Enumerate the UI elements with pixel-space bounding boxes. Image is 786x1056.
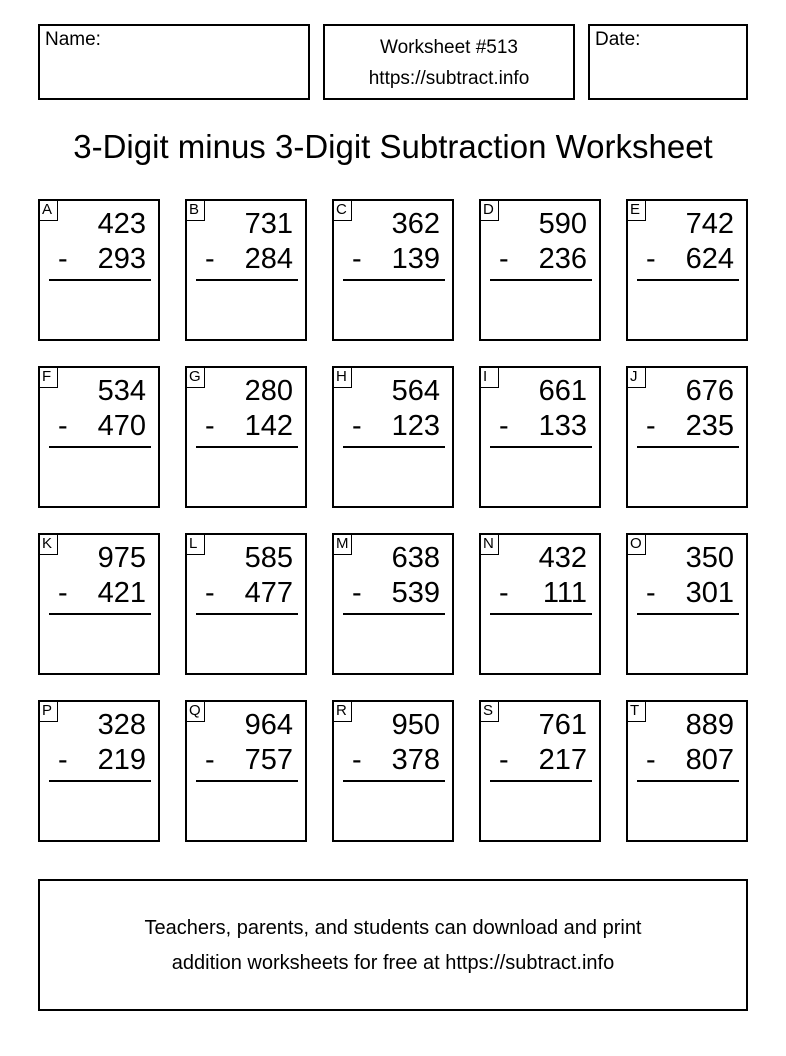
minuend: 590 <box>538 208 587 240</box>
subtrahend: 235 <box>685 410 734 442</box>
date-box <box>588 24 748 100</box>
minuend: 585 <box>244 542 293 574</box>
problem-letter: T <box>626 700 646 722</box>
page-title: 3-Digit minus 3-Digit Subtraction Worksheet <box>73 128 713 165</box>
problem-letter: B <box>185 199 205 221</box>
date-label: Date: <box>595 29 641 50</box>
minuend: 350 <box>685 542 734 574</box>
minuend: 742 <box>685 208 734 240</box>
minus-sign: - <box>499 744 509 776</box>
problem-card <box>185 366 307 508</box>
problem-card <box>38 533 160 675</box>
minus-sign: - <box>646 410 656 442</box>
problem-letter: O <box>626 533 646 555</box>
problem-card <box>185 199 307 341</box>
problem-card <box>38 700 160 842</box>
subtrahend: 284 <box>244 243 293 275</box>
problem-letter: R <box>332 700 352 722</box>
answer-line <box>637 613 739 615</box>
problem-letter: D <box>479 199 499 221</box>
answer-line <box>196 780 298 782</box>
minus-sign: - <box>646 744 656 776</box>
problem-letter: S <box>479 700 499 722</box>
minuend: 432 <box>538 542 587 574</box>
subtrahend: 421 <box>97 577 146 609</box>
problem-letter: L <box>185 533 205 555</box>
problem-letter: A <box>38 199 58 221</box>
minuend: 950 <box>391 709 440 741</box>
minuend: 638 <box>391 542 440 574</box>
problem-card <box>38 366 160 508</box>
problem-letter: J <box>626 366 646 388</box>
subtrahend: 133 <box>538 410 587 442</box>
problem-card <box>185 533 307 675</box>
footer-line-2: addition worksheets for free at https://subtract.info <box>171 952 615 974</box>
problem-card <box>332 366 454 508</box>
minuend: 964 <box>244 709 293 741</box>
subtrahend: 807 <box>685 744 734 776</box>
subtrahend: 477 <box>244 577 293 609</box>
problem-card <box>479 366 601 508</box>
subtrahend: 470 <box>97 410 146 442</box>
answer-line <box>490 613 592 615</box>
answer-line <box>637 279 739 281</box>
problem-card <box>38 199 160 341</box>
subtrahend: 142 <box>244 410 293 442</box>
minus-sign: - <box>58 744 68 776</box>
answer-line <box>637 446 739 448</box>
problem-letter: I <box>479 366 499 388</box>
answer-line <box>49 279 151 281</box>
answer-line <box>196 279 298 281</box>
minuend: 731 <box>244 208 293 240</box>
minuend: 534 <box>97 375 146 407</box>
problem-card <box>626 700 748 842</box>
answer-line <box>490 780 592 782</box>
problem-card <box>332 533 454 675</box>
worksheet-url: https://subtract.info <box>368 68 530 89</box>
problem-letter: G <box>185 366 205 388</box>
problem-letter: P <box>38 700 58 722</box>
minus-sign: - <box>352 410 362 442</box>
subtrahend: 624 <box>685 243 734 275</box>
minus-sign: - <box>499 243 509 275</box>
answer-line <box>196 446 298 448</box>
answer-line <box>637 780 739 782</box>
problem-card <box>479 700 601 842</box>
subtrahend: 111 <box>542 577 587 609</box>
minus-sign: - <box>499 410 509 442</box>
problem-card <box>332 700 454 842</box>
footer-line-1: Teachers, parents, and students can download and print <box>144 917 642 939</box>
problem-card <box>332 199 454 341</box>
name-box <box>38 24 310 100</box>
subtrahend: 236 <box>538 243 587 275</box>
minuend: 328 <box>97 709 146 741</box>
worksheet-number: Worksheet #513 <box>379 37 518 58</box>
problem-letter: E <box>626 199 646 221</box>
minus-sign: - <box>205 243 215 275</box>
minuend: 280 <box>244 375 293 407</box>
problem-letter: N <box>479 533 499 555</box>
answer-line <box>343 446 445 448</box>
problem-card <box>626 533 748 675</box>
answer-line <box>490 446 592 448</box>
minus-sign: - <box>646 243 656 275</box>
minuend: 676 <box>685 375 734 407</box>
subtrahend: 539 <box>391 577 440 609</box>
minus-sign: - <box>205 410 215 442</box>
problem-card <box>185 700 307 842</box>
problem-letter: K <box>38 533 58 555</box>
minus-sign: - <box>58 243 68 275</box>
answer-line <box>490 279 592 281</box>
minuend: 889 <box>685 709 734 741</box>
problem-card <box>479 533 601 675</box>
minus-sign: - <box>352 744 362 776</box>
minus-sign: - <box>58 577 68 609</box>
subtrahend: 123 <box>391 410 440 442</box>
minus-sign: - <box>205 577 215 609</box>
problem-card <box>626 366 748 508</box>
minuend: 362 <box>391 208 440 240</box>
answer-line <box>49 613 151 615</box>
problem-letter: Q <box>185 700 205 722</box>
minus-sign: - <box>646 577 656 609</box>
subtrahend: 293 <box>97 243 146 275</box>
minus-sign: - <box>352 577 362 609</box>
subtrahend: 139 <box>391 243 440 275</box>
problem-card <box>479 199 601 341</box>
subtrahend: 301 <box>685 577 734 609</box>
answer-line <box>343 279 445 281</box>
footer-box <box>38 879 748 1011</box>
minus-sign: - <box>499 577 509 609</box>
subtrahend: 757 <box>244 744 293 776</box>
minus-sign: - <box>352 243 362 275</box>
problem-letter: H <box>332 366 352 388</box>
answer-line <box>49 446 151 448</box>
minus-sign: - <box>205 744 215 776</box>
minuend: 661 <box>538 375 587 407</box>
name-label: Name: <box>45 29 101 50</box>
worksheet-info-box <box>323 24 575 100</box>
answer-line <box>343 780 445 782</box>
subtrahend: 219 <box>97 744 146 776</box>
problem-letter: M <box>332 533 352 555</box>
answer-line <box>196 613 298 615</box>
minuend: 564 <box>391 375 440 407</box>
answer-line <box>343 613 445 615</box>
minuend: 975 <box>97 542 146 574</box>
problem-card <box>626 199 748 341</box>
minuend: 423 <box>97 208 146 240</box>
subtrahend: 378 <box>391 744 440 776</box>
answer-line <box>49 780 151 782</box>
problem-letter: C <box>332 199 352 221</box>
subtrahend: 217 <box>538 744 587 776</box>
problem-letter: F <box>38 366 58 388</box>
minuend: 761 <box>538 709 587 741</box>
minus-sign: - <box>58 410 68 442</box>
